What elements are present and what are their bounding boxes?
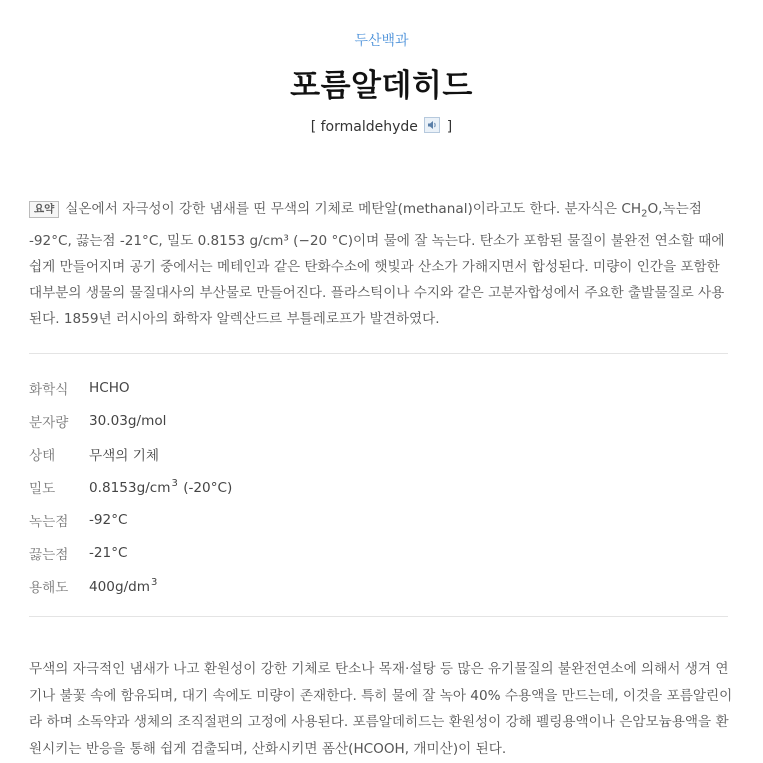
property-value: 30.03g/mol	[89, 412, 167, 429]
english-name	[0, 117, 763, 135]
source-link[interactable]: 두산백과	[354, 33, 409, 49]
property-value: 400g/dm	[89, 578, 151, 595]
property-label: 분자량	[29, 414, 69, 431]
property-row-boiling-point	[29, 536, 729, 569]
property-label: 화학식	[29, 381, 69, 398]
property-value: -21°C	[89, 544, 128, 561]
property-label: 상태	[29, 447, 56, 464]
property-value: 0.8153g/cm	[89, 479, 171, 496]
property-row-molar-mass	[29, 404, 729, 437]
property-row-state	[29, 437, 729, 470]
summary-section	[29, 196, 729, 332]
property-row-melting-point	[29, 503, 729, 536]
property-superscript: 3	[171, 477, 178, 489]
property-superscript: 3	[151, 576, 158, 588]
divider-top	[29, 353, 728, 354]
property-value: HCHO	[89, 379, 130, 396]
summary-text-2: O,녹는점 -92°C, 끓는점 -21°C, 밀도 0.8153 g/cm³ (−20 °C)이며 물에 잘 녹는다. 탄소가 포함된 물질이 불완전 연소할 때에 쉽게 만들어지며 공기 중에서는 메테인과 같은 탄화수소에 햇빛과 산소가 가해지면서 합성된다. 미량이 인간을 포함한 대부분의 생물의 물질대사의 부산물로 만들어진다. 플라스틱이나 수지와 같은 고분자합성에서 주요한 출발물질로 사용된다. 1859년 러시아의 화학자 알렉산드르 부틀레로프가 발견하였다.	[29, 201, 725, 327]
property-row-solubility	[29, 569, 729, 602]
english-word: formaldehyde	[320, 119, 418, 135]
description-text: 무색의 자극적인 냄새가 나고 환원성이 강한 기체로 탄소나 목재·설탕 등 많은 유기물질의 불완전연소에 의해서 생겨 연기나 불꽃 속에 함유되며, 대기 속에도 미량이 존재한다. 특히 물에 잘 녹아 40% 수용액을 만드는데, 이것을 포름알린이라 하며 소독약과 생체의 조직절편의 고정에 사용된다. 포름알데히드는 환원성이 강해 펠링용액이나 은암모늄용액을 환원시키는 반응을 통해 쉽게 검출되며, 산화시키면 폼산(HCOOH, 개미산)이 된다.	[29, 661, 733, 757]
summary-text-1: 실온에서 자극성이 강한 냄새를 띤 무색의 기체로 메탄알(methanal)이라고도 한다. 분자식은 CH	[65, 201, 642, 217]
summary-badge: 요약	[29, 201, 59, 218]
property-label: 용해도	[29, 579, 69, 596]
property-value: -92°C	[89, 511, 128, 528]
property-value-group	[89, 577, 158, 595]
property-value-group	[89, 478, 232, 496]
page-title: 포름알데히드	[290, 68, 473, 104]
property-label: 밀도	[29, 480, 56, 497]
property-suffix: (-20°C)	[178, 479, 233, 496]
speaker-icon[interactable]	[424, 117, 440, 133]
bracket-close: ]	[442, 119, 453, 135]
divider-bottom	[29, 616, 728, 617]
bracket-open: [	[310, 119, 321, 135]
property-row-formula	[29, 371, 729, 404]
summary-subscript: 2	[641, 208, 648, 220]
property-label: 끓는점	[29, 546, 69, 563]
properties-table	[29, 371, 729, 602]
property-row-density	[29, 470, 729, 503]
property-value: 무색의 기체	[89, 447, 159, 464]
property-label: 녹는점	[29, 513, 69, 530]
